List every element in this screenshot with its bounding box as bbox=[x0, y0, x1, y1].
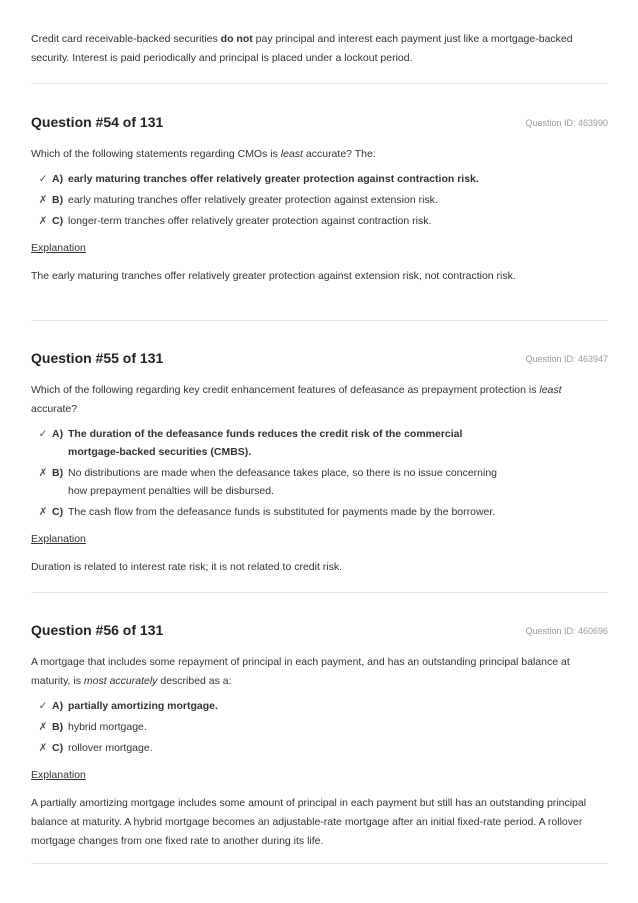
divider bbox=[31, 863, 608, 864]
cross-icon: ✗ bbox=[38, 194, 48, 206]
question-header bbox=[31, 114, 608, 134]
option-letter: A) bbox=[52, 428, 64, 440]
option-text: partially amortizing mortgage. bbox=[68, 700, 218, 712]
option-b[interactable] bbox=[31, 464, 508, 500]
explanation-label: Explanation bbox=[31, 769, 86, 781]
check-icon: ✓ bbox=[38, 173, 48, 185]
intro-text: Credit card receivable-backed securities bbox=[31, 33, 221, 45]
explanation-text: The early maturing tranches offer relatively greater protection against extension risk, not contraction risk. bbox=[31, 270, 516, 282]
cross-icon: ✗ bbox=[38, 721, 48, 733]
question-block-55 bbox=[31, 350, 608, 577]
intro-text-continued: pay principal and interest each payment just like a mortgage-backed security. Interest is paid periodically and principal is placed under a lockout period. bbox=[31, 33, 573, 64]
question-id: Question ID: 463947 bbox=[525, 354, 608, 364]
check-icon: ✓ bbox=[38, 428, 48, 440]
option-c[interactable] bbox=[31, 212, 608, 230]
divider bbox=[31, 320, 608, 321]
option-text: early maturing tranches offer relatively greater protection against extension risk. bbox=[68, 194, 438, 206]
stem-text-end: accurate? bbox=[31, 403, 78, 415]
cross-icon: ✗ bbox=[38, 506, 48, 518]
explanation-label: Explanation bbox=[31, 242, 86, 254]
option-text: The cash flow from the defeasance funds is substituted for payments made by the borrower. bbox=[68, 506, 496, 518]
stem-text: Which of the following statements regarding CMOs is bbox=[31, 148, 281, 160]
option-b[interactable] bbox=[31, 191, 608, 209]
intro-bold-text: do not bbox=[220, 33, 253, 45]
question-header bbox=[31, 350, 608, 370]
option-a[interactable] bbox=[31, 697, 608, 715]
option-text: early maturing tranches offer relatively greater protection against contraction risk. bbox=[68, 173, 479, 185]
option-letter: C) bbox=[52, 742, 64, 754]
question-stem bbox=[31, 145, 608, 164]
check-icon: ✓ bbox=[38, 700, 48, 712]
divider bbox=[31, 592, 608, 593]
option-letter: B) bbox=[52, 721, 64, 733]
option-letter: A) bbox=[52, 173, 64, 185]
cross-icon: ✗ bbox=[38, 742, 48, 754]
question-title: Question #55 of 131 bbox=[31, 350, 164, 366]
question-id: Question ID: 463990 bbox=[525, 118, 608, 128]
stem-text: Which of the following regarding key credit enhancement features of defeasance as prepayment protection is bbox=[31, 384, 540, 396]
question-block-54 bbox=[31, 114, 608, 286]
option-text: No distributions are made when the defeasance takes place, so there is no issue concerning how prepayment penalties will be disbursed. bbox=[68, 467, 498, 497]
option-a[interactable] bbox=[31, 170, 508, 188]
answer-options bbox=[31, 170, 608, 230]
option-letter: C) bbox=[52, 215, 64, 227]
option-c[interactable] bbox=[31, 503, 508, 521]
option-letter: B) bbox=[52, 467, 64, 479]
question-stem bbox=[31, 653, 608, 691]
explanation-label: Explanation bbox=[31, 533, 86, 545]
cross-icon: ✗ bbox=[38, 215, 48, 227]
question-title: Question #54 of 131 bbox=[31, 114, 164, 130]
question-header bbox=[31, 622, 608, 642]
answer-options bbox=[31, 697, 608, 757]
stem-text-end: described as a: bbox=[157, 675, 232, 687]
option-letter: C) bbox=[52, 506, 64, 518]
stem-emphasis: most accurately bbox=[83, 675, 158, 687]
option-c[interactable] bbox=[31, 739, 608, 757]
option-b[interactable] bbox=[31, 718, 608, 736]
option-letter: A) bbox=[52, 700, 64, 712]
option-text: longer-term tranches offer relatively greater protection against contraction risk. bbox=[68, 215, 432, 227]
option-text: hybrid mortgage. bbox=[68, 721, 147, 733]
question-id: Question ID: 460696 bbox=[525, 626, 608, 636]
stem-text: A mortgage that includes some repayment of principal in each payment, and has an outstanding principal balance at maturity, is bbox=[31, 656, 570, 687]
option-text: The duration of the defeasance funds reduces the credit risk of the commercial mortgage-backed securities (CMBS). bbox=[68, 428, 463, 458]
answer-options bbox=[31, 425, 608, 521]
intro-explanation bbox=[31, 30, 608, 68]
stem-text-end: accurate? The: bbox=[302, 148, 376, 160]
explanation-text: A partially amortizing mortgage includes some amount of principal in each payment but still has an outstanding principal balance at maturity. A hybrid mortgage becomes an adjustable-rate mortgage after an initial fixed-rate period. A rollover mortgage changes from one fixed rate to another during its life. bbox=[31, 797, 587, 847]
stem-emphasis: least bbox=[539, 384, 562, 396]
question-title: Question #56 of 131 bbox=[31, 622, 164, 638]
question-block-56 bbox=[31, 622, 608, 851]
option-text: rollover mortgage. bbox=[68, 742, 153, 754]
option-a[interactable] bbox=[31, 425, 508, 461]
cross-icon: ✗ bbox=[38, 467, 48, 479]
divider bbox=[31, 83, 608, 84]
option-letter: B) bbox=[52, 194, 64, 206]
question-stem bbox=[31, 381, 608, 419]
stem-emphasis: least bbox=[280, 148, 303, 160]
explanation-text: Duration is related to interest rate risk; it is not related to credit risk. bbox=[31, 561, 343, 573]
